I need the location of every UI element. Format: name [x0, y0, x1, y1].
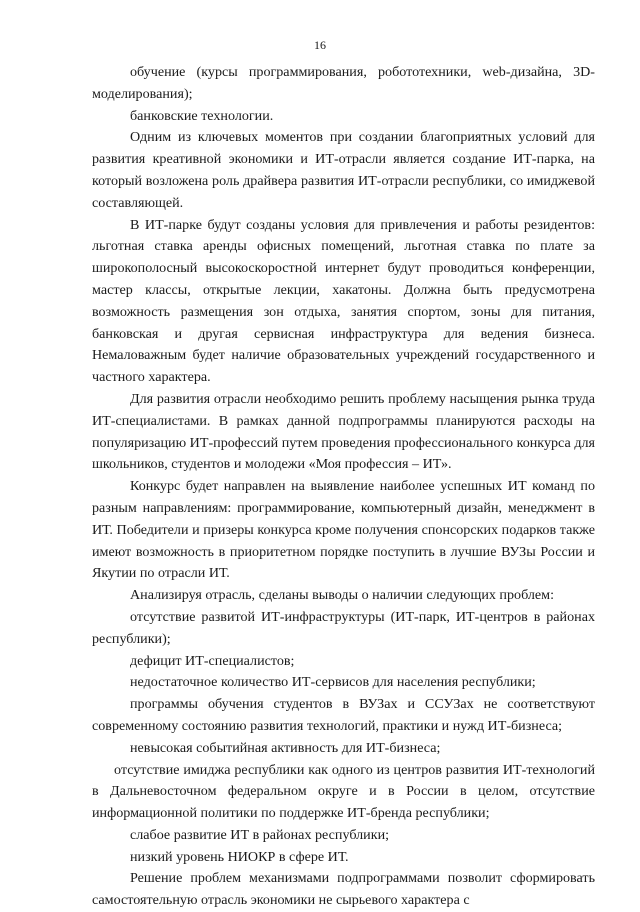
paragraph: банковские технологии. [130, 107, 274, 124]
paragraph: Одним из ключевых моментов при создании благоприятных условий для развития креативной экономики и ИТ-отрасли является создание ИТ-парка, на который возложена роль драйвера развития ИТ-отрасли республики, со имиджевой составляющей. [92, 129, 595, 211]
paragraph: Конкурс будет направлен на выявление наиболее успешных ИТ команд по разным направлениям: программирование, компьютерный дизайн, менеджмент в ИТ. Победители и призеры конкурса кроме получения спонсорских подарков также имеют возможность в приоритетном порядке поступить в лучшие ВУЗы России и Якутии по отрасли ИТ. [92, 478, 595, 582]
list-item: программы обучения студентов в ВУЗах и ССУЗах не соответствуют современному состоянию развития технологий, практики и нужд ИТ-бизнеса; [92, 696, 595, 734]
list-item: низкий уровень НИОКР в сфере ИТ. [130, 848, 349, 865]
document-body [92, 62, 595, 912]
paragraph: Решение проблем механизмами подпрограммами позволит сформировать самостоятельную отрасль экономики не сырьевого характера с [92, 870, 595, 909]
list-item: невысокая событийная активность для ИТ-бизнеса; [130, 739, 441, 756]
list-item: слабое развитие ИТ в районах республики; [130, 826, 390, 843]
paragraph: обучение (курсы программирования, робототехники, web-дизайна, 3D-моделирования); [92, 64, 595, 102]
list-item: отсутствие имиджа республики как одного из центров развития ИТ-технологий в Дальневосточном федеральном округе и в России в целом, отсутствие информационной политики по поддержке ИТ-бренда республики; [92, 761, 595, 822]
paragraph: Для развития отрасли необходимо решить проблему насыщения рынка труда ИТ-специалистами. В рамках данной подпрограммы планируются расходы на популяризацию ИТ-профессий путем проведения профессионального конкурса для школьников, студентов и молодежи «Моя профессия – ИТ». [92, 390, 595, 473]
paragraph: Анализируя отрасль, сделаны выводы о наличии следующих проблем: [130, 587, 555, 604]
list-item: отсутствие развитой ИТ-инфраструктуры (ИТ-парк, ИТ-центров в районах республики); [92, 608, 595, 647]
list-item: дефицит ИТ-специалистов; [130, 652, 295, 669]
paragraph: В ИТ-парке будут созданы условия для привлечения и работы резидентов: льготная ставка аренды офисных помещений, льготная ставка по плате за широкополосный высокоскоростной интернет будут проводиться конференции, мастер классы, открытые лекции, хакатоны. Должна быть предусмотрена возможность размещения зон отдыха, занятия спортом, зоны для питания, банковская и другая сервисная инфраструктура для ведения бизнеса. Немаловажным будет наличие образовательных учреждений государственного и частного характера. [92, 216, 595, 386]
list-item: недостаточное количество ИТ-сервисов для населения республики; [130, 674, 536, 691]
page-number: 16 [314, 38, 326, 52]
